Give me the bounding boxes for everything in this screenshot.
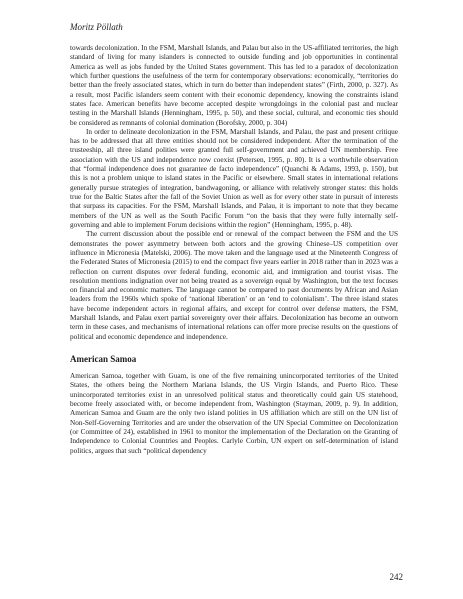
page-number: 242	[389, 572, 403, 582]
running-head-author: Moritz Pöllath	[70, 22, 123, 32]
paragraph: American Samoa, together with Guam, is one of the five remaining unincorporated territories of the United States, the others being the Northern Mariana Islands, the US Virgin Islands, and Puerto Rico. These unincorporated territories exist in an unresolved political status and theoretically could gain US statehood, become freely associated with, or become independent from, Washington (Stayman, 2009, p. 9). In addition, American Samoa and Guam are the only two island polities in US affiliation which are still on the UN list of Non-Self-Governing Territories and are under the observation of the UN Special Committee on Decolonization (or Committee of 24), established in 1961 to monitor the implementation of the Declaration on the Granting of Independence to Colonial Countries and Peoples. Carlyle Corbin, UN expert on self-determination of island politics, argues that such “political dependency	[70, 372, 398, 455]
paragraph: towards decolonization. In the FSM, Marshall Islands, and Palau but also in the US-affiliated territories, the high standard of living for many islanders is connected to outside funding and job opportunities in continental America as well as jobs funded by the United States government. This has led to a paradox of decolonization which further questions the usefulness of the term for contemporary observations: economically, “territories do better than the freely associated states, which in turn do better than independent states” (Firth, 2000, p. 327). As a result, most Pacific islanders seem content with their economic dependency, knowing the constraints island states face. American benefits have become accepted despite wrongdoings in the colonial past and nuclear testing in the Marshall Islands (Henningham, 1995, p. 50), and these social, cultural, and economic ties should be considered as remnants of colonial domination (Borofsky, 2000, p. 304)	[70, 44, 398, 127]
paragraph: The current discussion about the possible end or renewal of the compact between the FSM and the US demonstrates the power asymmetry between both actors and the growing Chinese–US competition over influence in Micronesia (Matelski, 2006). The move taken and the language used at the Nineteenth Congress of the Federated States of Micronesia (2015) to end the compact five years earlier in 2018 rather than in 2023 was a reflection on current disputes over federal funding, economic aid, and immigration and tourist visas. The resolution mentions indignation over not being treated as a sovereign equal by Washington, but the text focuses on financial and economic matters. The language cannot be compared to past documents by African and Asian leaders from the 1960s which spoke of ‘national liberation’ or an ‘end to colonialism’. The three island states have become independent actors in regional affairs, and except for control over defense matters, the FSM, Marshall Islands, and Palau exert partial sovereignty over their affairs. Decolonization has become an outworn term in these cases, and mechanisms of international relations can offer more precise results on the questions of political and economic dependence and independence.	[70, 230, 398, 341]
paragraph: In order to delineate decolonization in the FSM, Marshall Islands, and Palau, the past and present critique has to be addressed that all three entities should not be considered independent. After the termination of the trusteeship, all three island polities were granted full self-government and achieved UN membership. Free association with the US and independence now coexist (Petersen, 1995, p. 80). It is a worthwhile observation that “formal independence does not guarantee de facto independence” (Quanchi & Adams, 1993, p. 150), but this is not a problem unique to island states in the Pacific or elsewhere. Small states in international relations generally pursue strategies of integration, bandwagoning, or alliance with relatively stronger states: this holds true for the Baltic States after the fall of the Soviet Union as well as for every other state in pursuit of interests that surpass its capacities. For the FSM, Marshall Islands, and Palau, it is important to note that they became members of the UN as well as the South Pacific Forum “on the basis that they were fully internally self-governing and able to implement Forum decisions within the region” (Henningham, 1995, p. 48).	[70, 127, 398, 229]
section-heading: American Samoa	[70, 354, 137, 364]
body-text	[70, 44, 398, 456]
